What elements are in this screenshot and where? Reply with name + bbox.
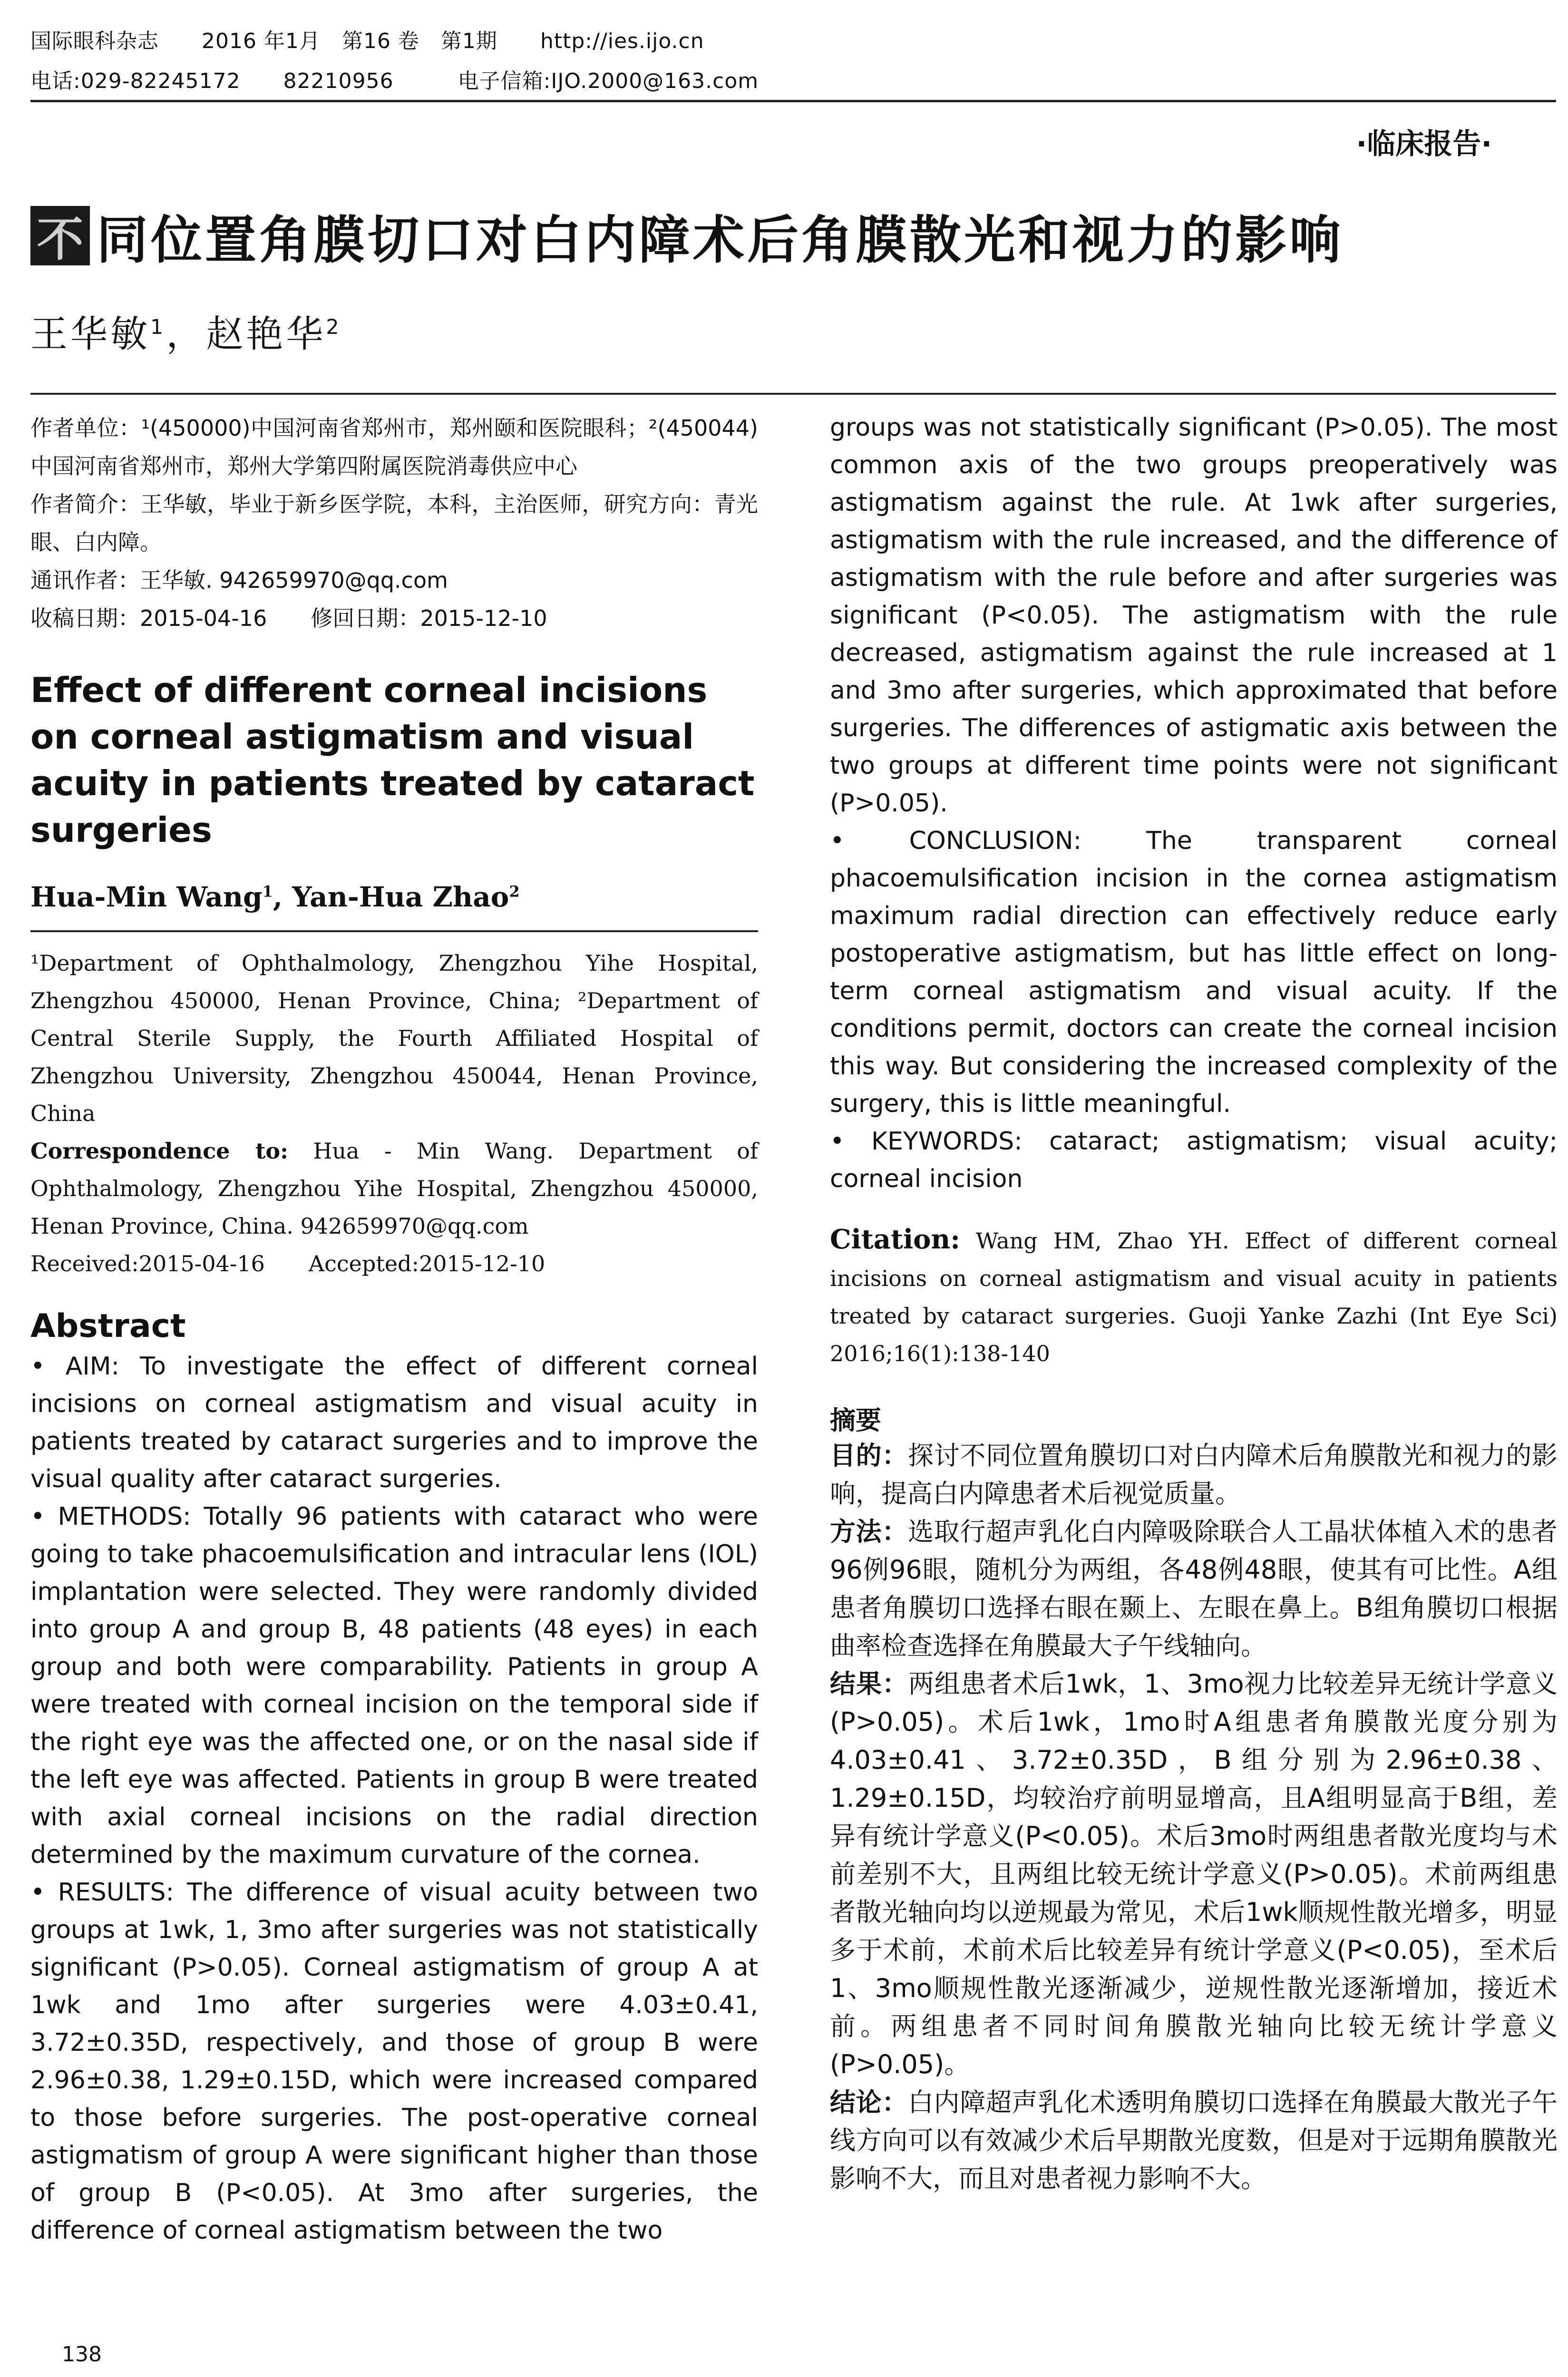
en-author-2: Yan-Hua Zhao bbox=[292, 881, 509, 913]
journal-phone: 电话:029-82245172 82210956 bbox=[30, 69, 394, 93]
zh-results-label: 结果： bbox=[830, 1669, 908, 1699]
abstract-results-continued: groups was not statistically significant (P>0.05). The most common axis of the two groups preoperatively was astigmatism against the rule. At 1wk after surgeries, astigmatism with the rule increased, and the difference of astigmatism with the rule before and after surgeries was significant (P<0.05). The astigmatism with the rule decreased, astigmatism against the rule increased at 1 and 3mo after surgeries, which approximated that before surgeries. The differences of astigmatic axis between the two groups at different time points were not significant (P>0.05). bbox=[830, 413, 1558, 818]
journal-name: 国际眼科杂志 bbox=[30, 29, 159, 53]
title-initial-block: 不 bbox=[30, 206, 90, 265]
correspondence-text: Hua - Min Wang. Department of Ophthalmology, Zhengzhou Yihe Hospital, Zhengzhou 450000, Henan Province, China. 942659970@qq.com bbox=[30, 1138, 759, 1239]
zh-abstract-conclusion bbox=[830, 2084, 1558, 2198]
correspondence-label: Correspondence to: bbox=[30, 1138, 289, 1164]
en-author-2-sup: 2 bbox=[509, 882, 520, 901]
abstract-heading: Abstract bbox=[30, 1307, 186, 1345]
english-title: Effect of different corneal incisions on corneal astigmatism and visual acuity in patients treated by cataract surgeries bbox=[30, 670, 755, 850]
journal-url[interactable]: http://ies.ijo.cn bbox=[540, 29, 704, 53]
title-divider bbox=[30, 393, 1556, 395]
header-divider bbox=[30, 100, 1556, 102]
abstract-methods: • METHODS: Totally 96 patients with cataract who were going to take phacoemulsification and intracular lens (IOL) implantation were selected. They were randomly divided into group A and group B, 48 patients (48 eyes) in each group and both were comparability. Patients in group A were treated with corneal incision on the temporal side if the right eye was the affected one, or on the nasal side if the left eye was affected. Patients in group B were treated with axial corneal incisions on the radial direction determined by the maximum curvature of the cornea. bbox=[30, 1502, 758, 1869]
zh-aim-label: 目的： bbox=[830, 1441, 908, 1471]
zh-aim-text: 探讨不同位置角膜切口对白内障术后角膜散光和视力的影响，提高白内障患者术后视觉质量。 bbox=[830, 1441, 1558, 1509]
zh-methods-label: 方法： bbox=[830, 1517, 908, 1547]
correspondence bbox=[30, 1132, 758, 1245]
journal-contact-line bbox=[30, 64, 759, 94]
title-text: 同位置角膜切口对白内障术后角膜散光和视力的影响 bbox=[97, 210, 1344, 270]
zh-abstract-aim bbox=[830, 1437, 1558, 1513]
abstract-keywords: • KEYWORDS: cataract; astigmatism; visual acuity; corneal incision bbox=[830, 1127, 1558, 1193]
english-authors bbox=[30, 881, 758, 913]
abstract-conclusion: • CONCLUSION: The transparent corneal phacoemulsification incision in the cornea astigmatism maximum radial direction can effectively reduce early postoperative astigmatism, but has little effect on long-term corneal astigmatism and visual acuity. If the conditions permit, doctors can create the corneal incision this way. But considering the increased complexity of the surgery, this is little meaningful. bbox=[830, 827, 1558, 1118]
en-author-1: Hua-Min Wang bbox=[30, 881, 263, 913]
journal-header-line bbox=[30, 24, 704, 54]
zh-methods-text: 选取行超声乳化白内障吸除联合人工晶状体植入术的患者96例96眼，随机分为两组，各48例48眼，使其有可比性。A组患者角膜切口选择右眼在颞上、左眼在鼻上。B组角膜切口根据曲率检查选择在角膜最大子午线轴向。 bbox=[830, 1517, 1558, 1661]
abstract-results: • RESULTS: The difference of visual acuity between two groups at 1wk, 1, 3mo after surgeries was not statistically significant (P>0.05). Corneal astigmatism of group A at 1wk and 1mo after surgeries were 4.03±0.41, 3.72±0.35D, respectively, and those of group B were 2.96±0.38, 1.29±0.15D, which were increased compared to those before surgeries. The post-operative corneal astigmatism of group A were significant higher than those of group B (P<0.05). At 3mo after surgeries, the difference of corneal astigmatism between the two bbox=[30, 1878, 758, 2245]
citation-label: Citation: bbox=[830, 1224, 960, 1255]
journal-email[interactable]: 电子信箱:IJO.2000@163.com bbox=[458, 69, 759, 93]
zh-conclusion-text: 白内障超声乳化术透明角膜切口选择在角膜最大散光子午线方向可以有效减少术后早期散光度数，但是对于远期角膜散光影响不大，而且对患者视力影响不大。 bbox=[830, 2087, 1558, 2193]
author-1-sup: 1 bbox=[150, 315, 166, 339]
affiliation-zh: 作者单位：¹(450000)中国河南省郑州市，郑州颐和医院眼科；²(450044)中国河南省郑州市，郑州大学第四附属医院消毒供应中心 bbox=[30, 415, 758, 479]
section-label: ·临床报告· bbox=[1356, 127, 1492, 161]
page-number: 138 bbox=[62, 2342, 102, 2367]
zh-abstract-heading: 摘要 bbox=[830, 1405, 881, 1435]
left-column bbox=[30, 409, 758, 2250]
journal-issue: 2016 年1月 第16 卷 第1期 bbox=[202, 29, 497, 53]
zh-abstract-results bbox=[830, 1665, 1558, 2084]
english-affiliation: ¹Department of Ophthalmology, Zhengzhou Yihe Hospital, Zhengzhou 450000, Henan Province, China; ²Department of Central Sterile Supply, the Fourth Affiliated Hospital of Zhengzhou University, Zhengzhou 450044, Henan Province, China bbox=[30, 950, 758, 1126]
zh-conclusion-label: 结论： bbox=[830, 2087, 908, 2117]
author-bio-zh: 作者简介：王华敏，毕业于新乡医学院，本科，主治医师，研究方向：青光眼、白内障。 bbox=[30, 491, 758, 555]
zh-results-text: 两组患者术后1wk，1、3mo视力比较差异无统计学意义(P>0.05)。术后1wk，1mo时A组患者角膜散光度分别为4.03±0.41、3.72±0.35D，B组分别为2.96±0.38、1.29±0.15D，均较治疗前明显增高，且A组明显高于B组，差异有统计学意义(P<0.05)。术后3mo时两组患者散光度均与术前差别不大，且两组比较无统计学意义(P>0.05)。术前两组患者散光轴向均以逆规最为常见，术后1wk顺规性散光增多，明显多于术前，术前术后比较差异有统计学意义(P<0.05)，至术后1、3mo顺规性散光逐渐减少，逆规性散光逐渐增加，接近术前。两组患者不同时间角膜散光轴向比较无统计学意义(P>0.05)。 bbox=[830, 1669, 1558, 2079]
authors-divider bbox=[30, 930, 758, 932]
author-sep: ， bbox=[166, 313, 206, 356]
en-author-sep: , bbox=[273, 881, 292, 913]
en-author-1-sup: 1 bbox=[262, 882, 273, 901]
author-line-zh bbox=[30, 304, 342, 358]
article-title bbox=[30, 200, 1344, 271]
author-1: 王华敏 bbox=[30, 313, 151, 356]
corresponding-author-zh: 通讯作者：王华敏. 942659970@qq.com bbox=[30, 567, 448, 593]
abstract-aim: • AIM: To investigate the effect of different corneal incisions on corneal astigmatism and visual acuity in patients treated by cataract surgeries and to improve the visual quality after cataract surgeries. bbox=[30, 1352, 758, 1493]
citation bbox=[830, 1221, 1558, 1373]
received-accepted: Received:2015-04-16 Accepted:2015-12-10 bbox=[30, 1251, 545, 1276]
author-2: 赵艳华 bbox=[206, 313, 326, 356]
zh-abstract-methods bbox=[830, 1513, 1558, 1665]
right-column bbox=[830, 409, 1558, 2198]
dates-zh: 收稿日期：2015-04-16 修回日期：2015-12-10 bbox=[30, 605, 547, 631]
author-2-sup: 2 bbox=[326, 315, 342, 339]
citation-text: Wang HM, Zhao YH. Effect of different corneal incisions on corneal astigmatism and visual acuity in patients treated by cataract surgeries. Guoji Yanke Zazhi (Int Eye Sci) 2016;16(1):138-140 bbox=[830, 1228, 1558, 1366]
